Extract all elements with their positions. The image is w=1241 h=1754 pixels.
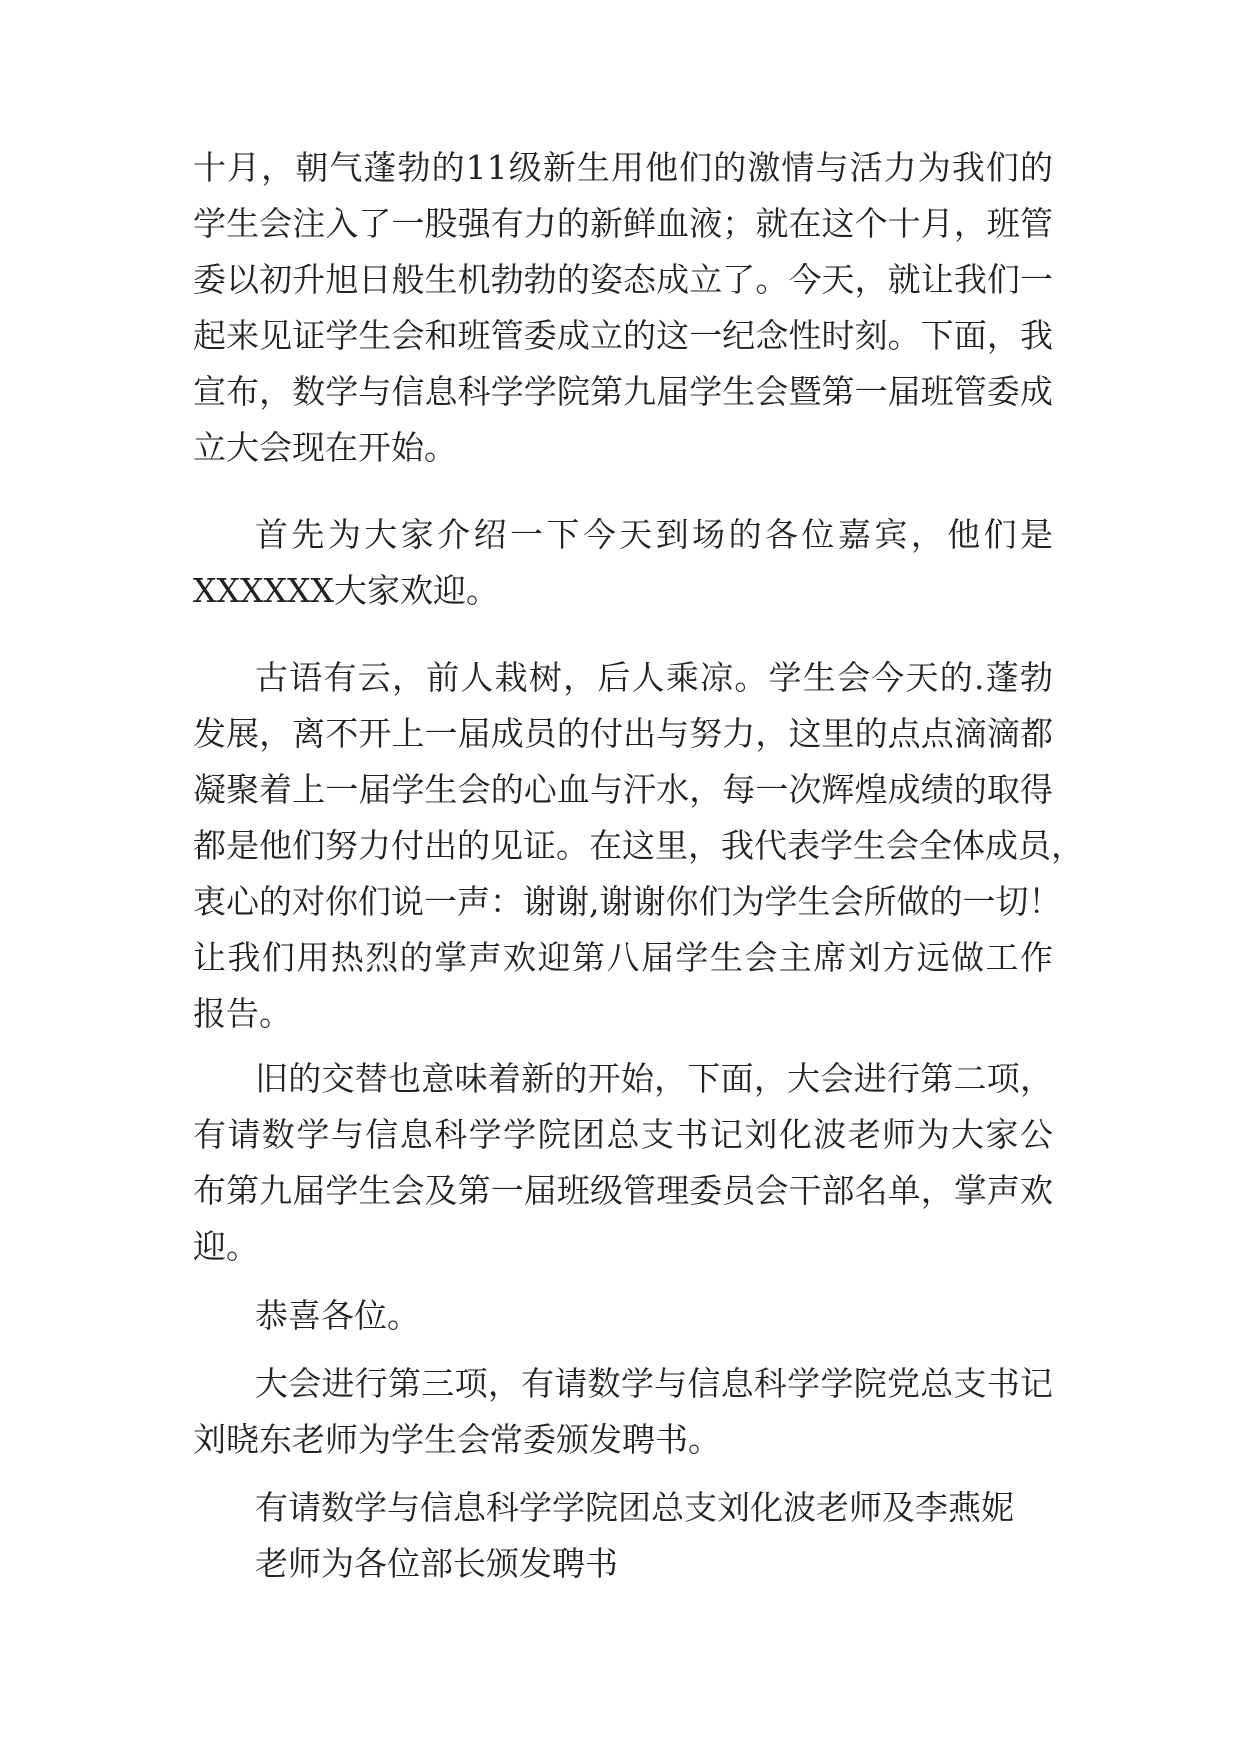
text-line: 委以初升旭日般生机勃勃的姿态成立了。今天，就让我们一 xyxy=(193,260,1053,299)
text-line: 大会进行第三项，有请数学与信息科学学院党总支书记 xyxy=(255,1364,1053,1403)
text-line: 衷心的对你们说一声：谢谢,谢谢你们为学生会所做的一切！ xyxy=(193,882,1062,921)
text-line: 刘晓东老师为学生会常委颁发聘书。 xyxy=(193,1420,721,1459)
text-line: 十月，朝气蓬勃的11级新生用他们的激情与活力为我们的 xyxy=(193,148,1053,187)
text-line: 学生会注入了一股强有力的新鲜血液；就在这个十月，班管 xyxy=(193,204,1053,243)
text-line: 起来见证学生会和班管委成立的这一纪念性时刻。下面，我 xyxy=(193,316,1053,355)
text-line: 宣布，数学与信息科学学院第九届学生会暨第一届班管委成 xyxy=(193,372,1053,411)
text-line: 发展，离不开上一届成员的付出与努力，这里的点点滴滴都 xyxy=(193,714,1053,753)
text-line: 立大会现在开始。 xyxy=(193,428,457,467)
text-line: 迎。 xyxy=(193,1227,259,1266)
text-line: 首先为大家介绍一下今天到场的各位嘉宾，他们是 xyxy=(255,515,1053,554)
text-line: 旧的交替也意味着新的开始，下面，大会进行第二项， xyxy=(255,1059,1053,1098)
text-line: 恭喜各位。 xyxy=(255,1296,420,1335)
text-line: 布第九届学生会及第一届班级管理委员会干部名单，掌声欢 xyxy=(193,1171,1053,1210)
text-line: XXXXXX大家欢迎。 xyxy=(193,571,499,610)
text-line: 报告。 xyxy=(193,994,292,1033)
text-line: 凝聚着上一届学生会的心血与汗水，每一次辉煌成绩的取得 xyxy=(193,770,1053,809)
text-line: 有请数学与信息科学学院团总支刘化波老师及李燕妮 xyxy=(255,1488,1014,1527)
text-line: 老师为各位部长颁发聘书 xyxy=(255,1544,618,1583)
text-line: 有请数学与信息科学学院团总支书记刘化波老师为大家公 xyxy=(193,1115,1053,1154)
text-line: 都是他们努力付出的见证。在这里，我代表学生会全体成员， xyxy=(193,826,1084,865)
text-line: 让我们用热烈的掌声欢迎第八届学生会主席刘方远做工作 xyxy=(193,938,1053,977)
text-line: 古语有云，前人栽树，后人乘凉。学生会今天的.蓬勃 xyxy=(255,658,1053,697)
